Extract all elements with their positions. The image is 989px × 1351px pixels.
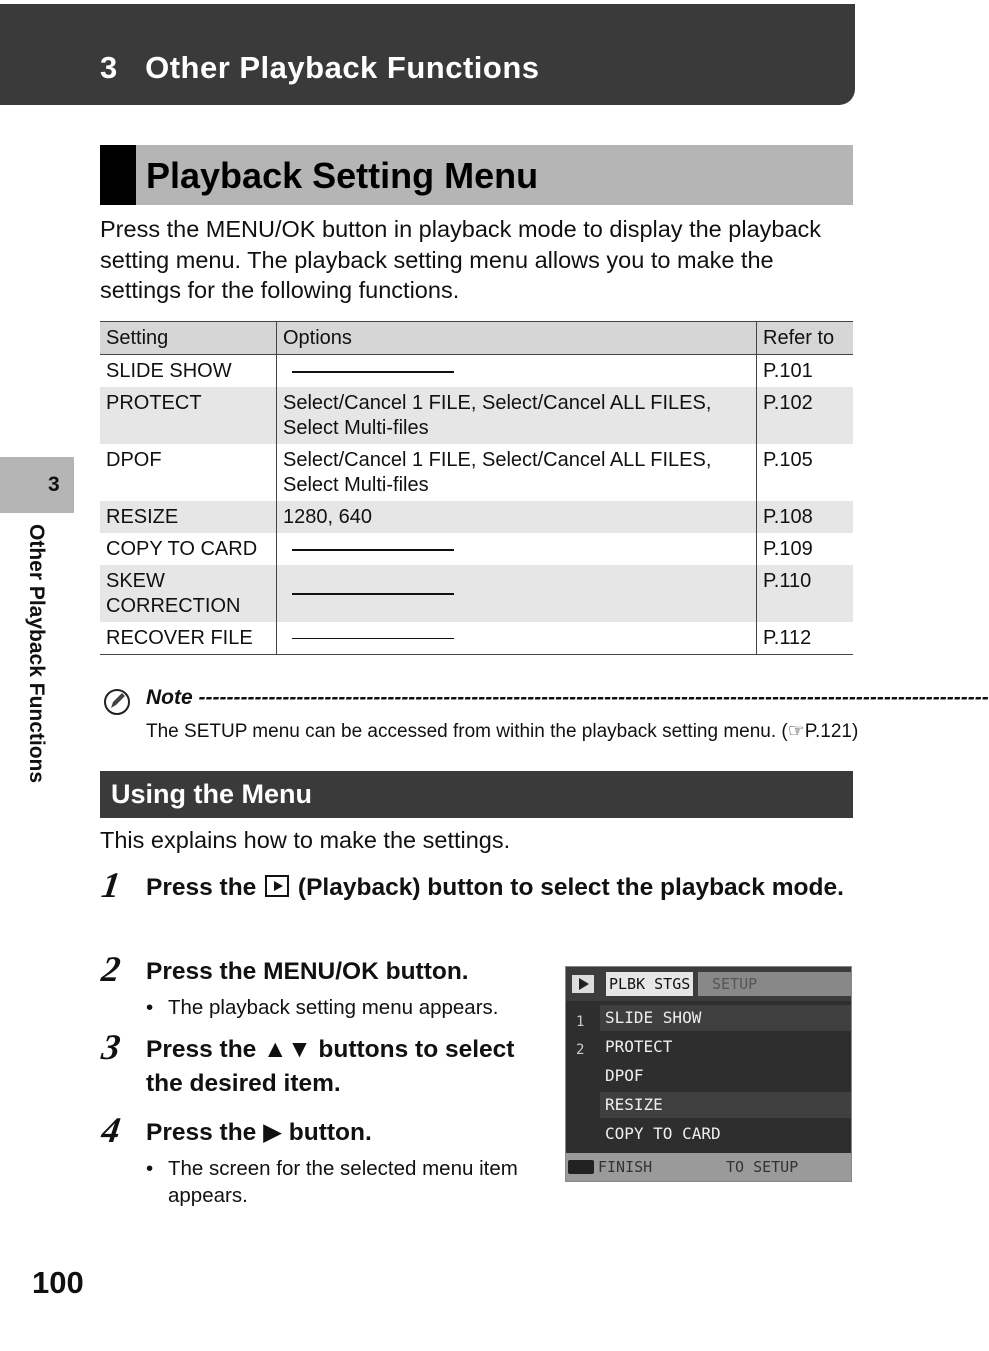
cell-setting: COPY TO CARD (100, 533, 277, 565)
camera-menu-item: DPOF (605, 1066, 644, 1085)
chapter-side-tab (0, 457, 74, 513)
no-options-line (292, 593, 454, 595)
bullet-dot: • (146, 1157, 154, 1180)
step-text: Press the MENU/OK button. (146, 958, 469, 985)
reference-hand-icon: ☞ (787, 721, 805, 742)
camera-tab-inactive: SETUP (698, 972, 852, 996)
section-header (100, 145, 853, 205)
cell-refer: P.112 (757, 622, 854, 655)
step-number: 2 (99, 949, 123, 989)
no-options-line (292, 549, 454, 551)
camera-footer (566, 1153, 851, 1181)
side-tab-number: 3 (48, 473, 60, 496)
camera-menu-screen (565, 966, 852, 1182)
step-text (146, 871, 846, 905)
cell-options: 1280, 640 (277, 501, 757, 533)
cell-options (277, 622, 757, 655)
note-dashes: ----------------------------------------------------------------------------------------------------------------- (198, 686, 989, 709)
note-label: Note (146, 686, 193, 709)
table-header-row (100, 322, 853, 355)
camera-tab-active: PLBK STGS (606, 972, 693, 996)
cell-options (277, 355, 757, 388)
cell-setting: SKEW CORRECTION (100, 565, 277, 622)
pencil-note-icon (102, 686, 132, 716)
bullet-text: The playback setting menu appears. (168, 996, 499, 1019)
page-number: 100 (32, 1265, 84, 1300)
camera-tab-row (566, 967, 851, 1001)
table-row (100, 533, 853, 565)
chapter-header (0, 4, 855, 105)
settings-table (100, 321, 853, 655)
chapter-title: 3 Other Playback Functions (100, 50, 540, 85)
cell-refer: P.102 (757, 387, 854, 444)
header-setting: Setting (100, 322, 277, 355)
side-label-text: Other Playback Functions (25, 524, 48, 784)
cell-setting: DPOF (100, 444, 277, 501)
bullet-text: The screen for the selected menu item appears. (168, 1157, 518, 1207)
section-marker (100, 145, 136, 205)
note-ref: P.121) (804, 721, 859, 742)
cell-setting: RESIZE (100, 501, 277, 533)
camera-footer-right: TO SETUP (726, 1158, 799, 1176)
cell-options: Select/Cancel 1 FILE, Select/Cancel ALL FILES, Select Multi-files (283, 449, 712, 496)
camera-page-number: 1 (576, 1014, 585, 1030)
table-row (100, 387, 853, 444)
camera-menu-item: RESIZE (600, 1092, 851, 1118)
intro-paragraph: Press the MENU/OK button in playback mode to display the playback setting menu. The playback setting menu allows you to make the settings for the following functions. (100, 216, 822, 303)
step-text: Press the ▲▼ buttons to select the desired item. (146, 1036, 515, 1097)
header-refer: Refer to (757, 322, 854, 355)
note-body: The SETUP menu can be accessed from within the playback setting menu. ( (146, 721, 788, 742)
playback-icon (265, 875, 289, 897)
camera-menu-item: SLIDE SHOW (600, 1005, 851, 1031)
cell-refer: P.108 (757, 501, 854, 533)
table-row (100, 565, 853, 622)
menu-button-icon (568, 1160, 594, 1174)
step-number: 1 (99, 865, 123, 905)
note-text (146, 720, 866, 743)
camera-footer-left: FINISH (598, 1158, 653, 1176)
subsection-header (100, 771, 853, 818)
header-options: Options (277, 322, 757, 355)
camera-page-number: 2 (576, 1042, 585, 1058)
step-text-part: Press the (146, 874, 264, 901)
note-heading (146, 686, 989, 710)
cell-options (277, 533, 757, 565)
cell-setting: SLIDE SHOW (100, 355, 277, 388)
bullet-dot: • (146, 996, 154, 1019)
table-row (100, 444, 853, 501)
cell-refer: P.101 (757, 355, 854, 388)
camera-menu-item: COPY TO CARD (605, 1124, 721, 1143)
camera-menu-item: PROTECT (605, 1037, 673, 1056)
step-number: 3 (99, 1027, 123, 1067)
section-title: Playback Setting Menu (146, 155, 539, 196)
no-options-line (292, 638, 454, 639)
no-options-line (292, 371, 454, 373)
table-row (100, 501, 853, 533)
cell-refer: P.105 (757, 444, 854, 501)
table-row (100, 355, 853, 388)
step-number: 4 (99, 1110, 123, 1150)
playback-mode-icon (572, 975, 594, 993)
cell-options (277, 565, 757, 622)
explain-text: This explains how to make the settings. (100, 827, 511, 853)
cell-setting: PROTECT (100, 387, 277, 444)
step-text-part: (Playback) button to select the playback mode. (291, 874, 844, 901)
cell-refer: P.110 (757, 565, 854, 622)
subsection-title: Using the Menu (111, 779, 312, 809)
table-row (100, 622, 853, 655)
step-text: Press the ▶ button. (146, 1119, 372, 1146)
cell-options: Select/Cancel 1 FILE, Select/Cancel ALL FILES, Select Multi-files (277, 387, 757, 444)
cell-setting: RECOVER FILE (100, 622, 277, 655)
cell-refer: P.109 (757, 533, 854, 565)
